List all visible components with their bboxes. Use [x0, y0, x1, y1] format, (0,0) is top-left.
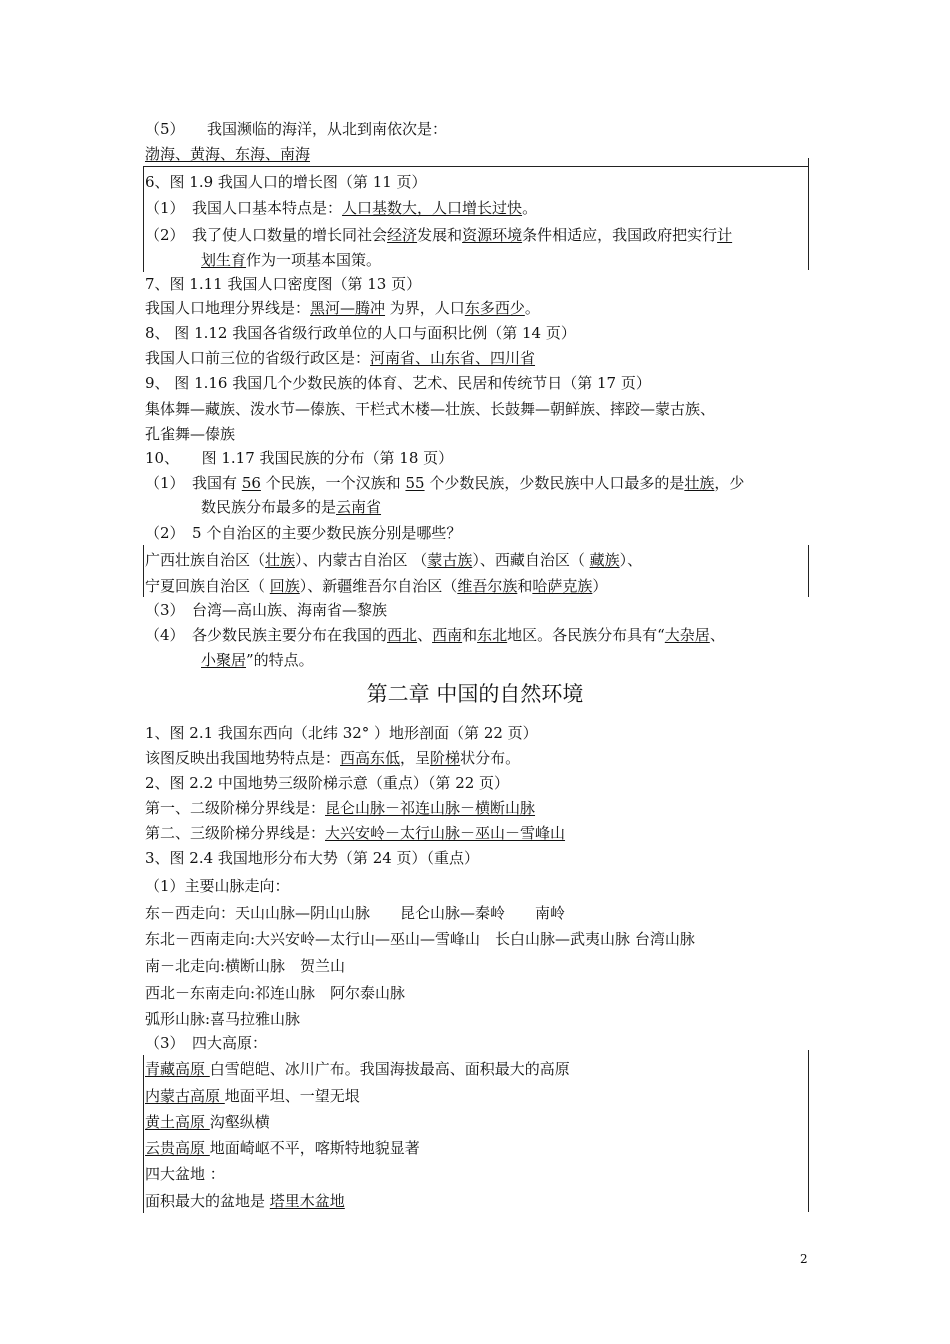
text-span: 。	[522, 199, 538, 217]
underlined-answer: 计	[717, 226, 733, 244]
text-line	[145, 473, 744, 493]
text-span: 2、图 2.2 中国地势三级阶梯示意（重点）（第 22 页）	[145, 774, 510, 792]
text-span: 地面崎岖不平，喀斯特地貌显著	[209, 1139, 420, 1157]
underlined-answer: 内蒙古高原	[145, 1087, 225, 1105]
text-span: 6、图 1.9 我国人口的增长图（第 11 页）	[145, 173, 427, 191]
text-line	[145, 323, 576, 343]
text-line	[145, 723, 538, 743]
underlined-answer: 昆仑山脉－祁连山脉－横断山脉	[325, 799, 536, 817]
text-line	[145, 1112, 270, 1132]
text-line	[145, 848, 479, 868]
text-span: 西北－东南走向:祁连山脉 阿尔泰山脉	[145, 984, 406, 1002]
text-line	[145, 373, 651, 393]
text-span: 条件相适应，我国政府把实行	[522, 226, 718, 244]
text-span: （3） 四大高原：	[145, 1034, 268, 1052]
box-top-rule	[143, 166, 809, 167]
text-line	[145, 773, 509, 793]
underlined-answer: 56	[241, 474, 261, 492]
underlined-answer: 壮族	[684, 474, 715, 492]
text-line	[145, 1059, 570, 1079]
text-line	[145, 119, 447, 139]
text-line	[145, 625, 725, 645]
box-right-rule	[808, 158, 809, 270]
text-span: 发展和	[417, 226, 463, 244]
text-line	[145, 399, 715, 419]
text-span: ）、新疆维吾尔自治区（	[299, 577, 458, 595]
underlined-answer: 东北	[477, 626, 508, 644]
text-line	[145, 929, 695, 949]
text-line	[145, 550, 642, 570]
text-line	[145, 172, 427, 192]
underlined-answer: 云南省	[336, 498, 382, 516]
text-span: 面积最大的盆地是	[145, 1192, 270, 1210]
text-span: 南－北走向:横断山脉 贺兰山	[145, 957, 346, 975]
underlined-answer: 划生育	[201, 251, 247, 269]
text-span: 东北－西南走向:大兴安岭—太行山—巫山—雪峰山 长白山脉—武夷山脉 台湾山脉	[145, 930, 695, 948]
text-span: ，少	[714, 474, 745, 492]
underlined-answer: 小聚居	[201, 651, 247, 669]
text-line	[145, 1086, 360, 1106]
text-span: 3、图 2.4 我国地形分布大势（第 24 页）（重点）	[145, 849, 480, 867]
chapter-title: 第二章 中国的自然环境	[366, 682, 584, 706]
underlined-answer: 人口基数大，人口增长过快	[342, 199, 523, 217]
text-line	[145, 523, 461, 543]
text-span: ”的特点。	[246, 651, 314, 669]
text-span: 作为一项基本国策。	[246, 251, 382, 269]
underlined-answer: 经济	[387, 226, 418, 244]
underlined-answer: 西高东低	[340, 749, 401, 767]
text-line	[145, 1138, 420, 1158]
page-number: 2	[800, 1252, 808, 1266]
text-span: 状分布。	[460, 749, 521, 767]
text-span: 集体舞—藏族、泼水节—傣族、干栏式木楼—壮族、长鼓舞—朝鲜族、摔跤—蒙古族、	[145, 400, 716, 418]
underlined-answer: 西南	[432, 626, 463, 644]
underlined-answer: 资源环境	[462, 226, 523, 244]
text-line	[145, 298, 540, 318]
underlined-answer: 黑河—腾冲	[310, 299, 386, 317]
text-span: 为界，人口	[385, 299, 465, 317]
underlined-answer: 西北	[387, 626, 418, 644]
text-span: 东－西走向：天山山脉—阴山山脉 昆仑山脉—秦岭 南岭	[145, 904, 566, 922]
text-span: （2） 我了使人口数量的增长同社会	[145, 226, 388, 244]
text-span: 7、图 1.11 我国人口密度图（第 13 页）	[145, 275, 422, 293]
text-line	[145, 198, 537, 218]
text-span: （1） 我国人口基本特点是：	[145, 199, 343, 217]
text-span: 、	[417, 626, 433, 644]
underlined-answer: 哈萨克族	[532, 577, 593, 595]
text-line	[145, 1009, 300, 1029]
text-line	[145, 348, 535, 368]
text-span: （2） 5 个自治区的主要少数民族分别是哪些？	[145, 524, 462, 542]
text-line	[145, 876, 290, 896]
underlined-answer: 云贵高原	[145, 1139, 210, 1157]
text-line	[145, 983, 405, 1003]
text-span: （3） 台湾—高山族、海南省—黎族	[145, 601, 388, 619]
text-line	[145, 576, 607, 596]
text-span: 个民族，一个汉族和	[260, 474, 406, 492]
text-span: ）	[592, 577, 608, 595]
box-left-rule	[143, 166, 144, 272]
underlined-answer: 大兴安岭－太行山脉－巫山－雪峰山	[325, 824, 566, 842]
text-line	[145, 424, 235, 444]
text-line	[201, 497, 381, 517]
text-line	[145, 274, 421, 294]
text-span: （1）主要山脉走向：	[145, 877, 290, 895]
underlined-answer: 维吾尔族	[457, 577, 518, 595]
underlined-answer: 壮族	[265, 551, 296, 569]
text-span: ）、内蒙古自治区 （	[295, 551, 428, 569]
text-span: 四大盆地 ：	[145, 1165, 225, 1183]
text-span: ，呈	[400, 749, 431, 767]
underlined-answer: 大杂居	[664, 626, 710, 644]
text-line	[145, 448, 453, 468]
underlined-answer: 阶梯	[430, 749, 461, 767]
text-span: ）、西藏自治区（	[472, 551, 590, 569]
text-span: 我国人口地理分界线是：	[145, 299, 311, 317]
text-span: （1） 我国有	[145, 474, 242, 492]
text-span: ）、	[619, 551, 643, 569]
underlined-answer: 塔里木盆地	[269, 1192, 345, 1210]
text-line	[145, 600, 387, 620]
box2-left-rule	[143, 545, 144, 597]
text-span: 白雪皑皑、冰川广布。我国海拔最高、面积最大的高原	[209, 1060, 570, 1078]
underlined-answer: 东多西少	[464, 299, 525, 317]
text-span: （5） 我国濒临的海洋，从北到南依次是：	[145, 120, 448, 138]
text-span: 第二、三级阶梯分界线是：	[145, 824, 326, 842]
box3-left-rule	[143, 1055, 144, 1213]
underlined-answer: 55	[405, 474, 425, 492]
text-span: 第一、二级阶梯分界线是：	[145, 799, 326, 817]
text-line	[145, 225, 732, 245]
underlined-answer: 蒙古族	[427, 551, 473, 569]
text-span: 8、 图 1.12 我国各省级行政单位的人口与面积比例（第 14 页）	[145, 324, 576, 342]
text-span: 孔雀舞—傣族	[145, 425, 236, 443]
underlined-answer: 黄土高原	[145, 1113, 210, 1131]
text-line	[145, 903, 565, 923]
text-span: 和	[462, 626, 478, 644]
text-line	[145, 1033, 267, 1053]
text-span: 该图反映出我国地势特点是：	[145, 749, 341, 767]
text-line	[201, 250, 381, 270]
underlined-answer: 河南省、山东省、四川省	[370, 349, 536, 367]
text-span: 个少数民族，少数民族中人口最多的是	[424, 474, 685, 492]
text-line	[145, 1191, 345, 1211]
text-span: 9、 图 1.16 我国几个少数民族的体育、艺术、民居和传统节日（第 17 页）	[145, 374, 651, 392]
text-span: 10、 图 1.17 我国民族的分布（第 18 页）	[145, 449, 454, 467]
text-span: 。	[524, 299, 540, 317]
text-span: 和	[517, 577, 533, 595]
text-span: 地面平坦、一望无垠	[224, 1087, 360, 1105]
text-span: 1、图 2.1 我国东西向（北纬 32° ）地形剖面（第 22 页）	[145, 724, 538, 742]
text-span: （4） 各少数民族主要分布在我国的	[145, 626, 388, 644]
text-span: 宁夏回族自治区（	[145, 577, 270, 595]
text-line	[145, 823, 565, 843]
text-span: 弧形山脉:喜马拉雅山脉	[145, 1010, 301, 1028]
text-span: 广西壮族自治区（	[145, 551, 266, 569]
text-line	[145, 144, 310, 164]
text-span: 沟壑纵横	[209, 1113, 270, 1131]
box3-right-rule	[808, 1050, 809, 1212]
text-line	[145, 798, 535, 818]
text-line	[201, 650, 314, 670]
text-span: 、	[709, 626, 725, 644]
box2-right-rule	[808, 545, 809, 597]
underlined-answer: 藏族	[589, 551, 620, 569]
text-span: 我国人口前三位的省级行政区是：	[145, 349, 371, 367]
underlined-answer: 青藏高原	[145, 1060, 210, 1078]
text-span: 数民族分布最多的是	[201, 498, 337, 516]
text-line	[145, 1164, 225, 1184]
text-line	[145, 748, 520, 768]
underlined-answer: 回族	[269, 577, 300, 595]
underlined-answer: 渤海、黄海、东海、南海	[145, 145, 311, 163]
text-line	[145, 956, 345, 976]
text-span: 地区。各民族分布具有“	[507, 626, 665, 644]
